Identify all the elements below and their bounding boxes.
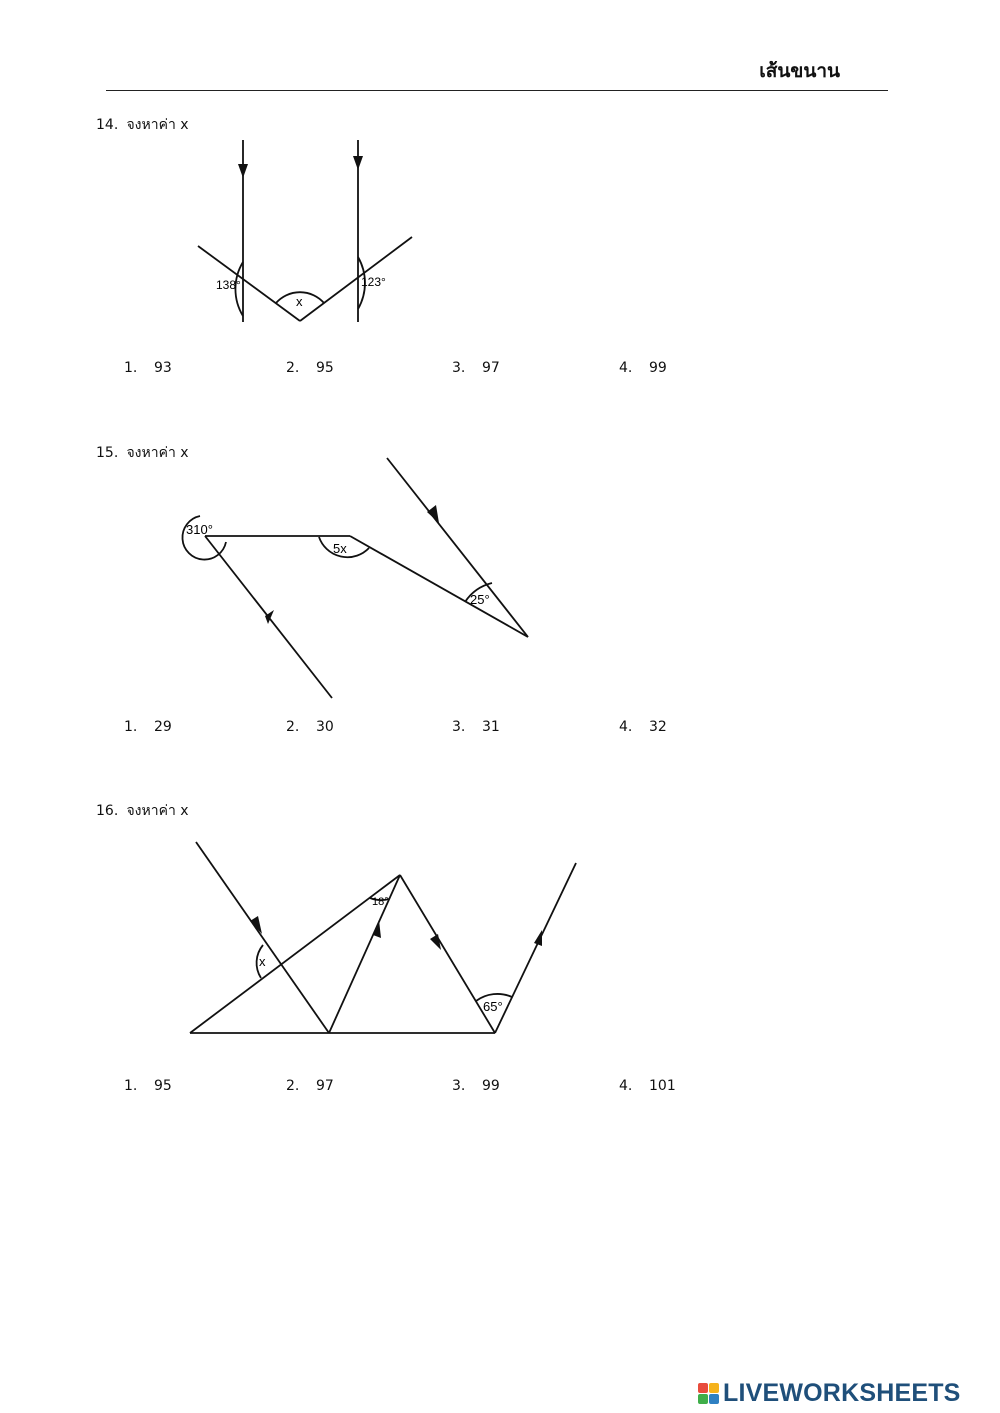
mid-rising-line [329, 875, 400, 1033]
question-prompt: จงหาค่า x [126, 117, 189, 133]
question-number: 16. [96, 803, 119, 819]
label-138: 138° [216, 278, 241, 292]
choice-16-4[interactable]: 4. 101 [619, 1078, 676, 1094]
page-header-title: เส้นขนาน [759, 60, 840, 82]
question-prompt: จงหาค่า x [126, 445, 189, 461]
arrow-right-rising [534, 930, 542, 946]
choice-16-3[interactable]: 3. 99 [452, 1078, 500, 1094]
left-transversal [196, 842, 329, 1033]
label-5x: 5x [333, 541, 347, 556]
choice-15-1[interactable]: 1. 29 [124, 719, 172, 735]
logo-tile-e [709, 1394, 719, 1404]
question-prompt: จงหาค่า x [126, 803, 189, 819]
long-diagonal [190, 875, 400, 1033]
choice-15-3[interactable]: 3. 31 [452, 719, 500, 735]
choice-15-2[interactable]: 2. 30 [286, 719, 334, 735]
arrow-mid-rising [373, 920, 381, 938]
arrow-mid-falling [430, 934, 441, 950]
brand-name: LIVEWORKSHEETS [723, 1378, 961, 1407]
mid-falling-line [400, 875, 495, 1033]
logo-tile-l [698, 1383, 708, 1393]
choice-14-1[interactable]: 1. 93 [124, 360, 172, 376]
choice-16-1[interactable]: 1. 95 [124, 1078, 172, 1094]
label-x: x [259, 954, 266, 969]
label-65: 65° [483, 999, 503, 1014]
choice-14-2[interactable]: 2. 95 [286, 360, 334, 376]
liveworksheets-logo-icon [698, 1383, 719, 1404]
label-25: 25° [470, 592, 490, 607]
label-x: x [296, 294, 303, 309]
logo-tile-v [698, 1394, 708, 1404]
choice-15-4[interactable]: 4. 32 [619, 719, 667, 735]
label-310: 310° [186, 522, 213, 537]
logo-tile-i [709, 1383, 719, 1393]
label-18: 18° [372, 896, 389, 908]
choice-16-2[interactable]: 2. 97 [286, 1078, 334, 1094]
question-number: 14. [96, 117, 119, 133]
label-123: 123° [361, 275, 386, 289]
right-rising-line [495, 863, 576, 1033]
question-number: 15. [96, 445, 119, 461]
choice-14-3[interactable]: 3. 97 [452, 360, 500, 376]
arrow-left-transversal [250, 916, 262, 934]
liveworksheets-brand[interactable] [698, 1378, 961, 1408]
choice-14-4[interactable]: 4. 99 [619, 360, 667, 376]
